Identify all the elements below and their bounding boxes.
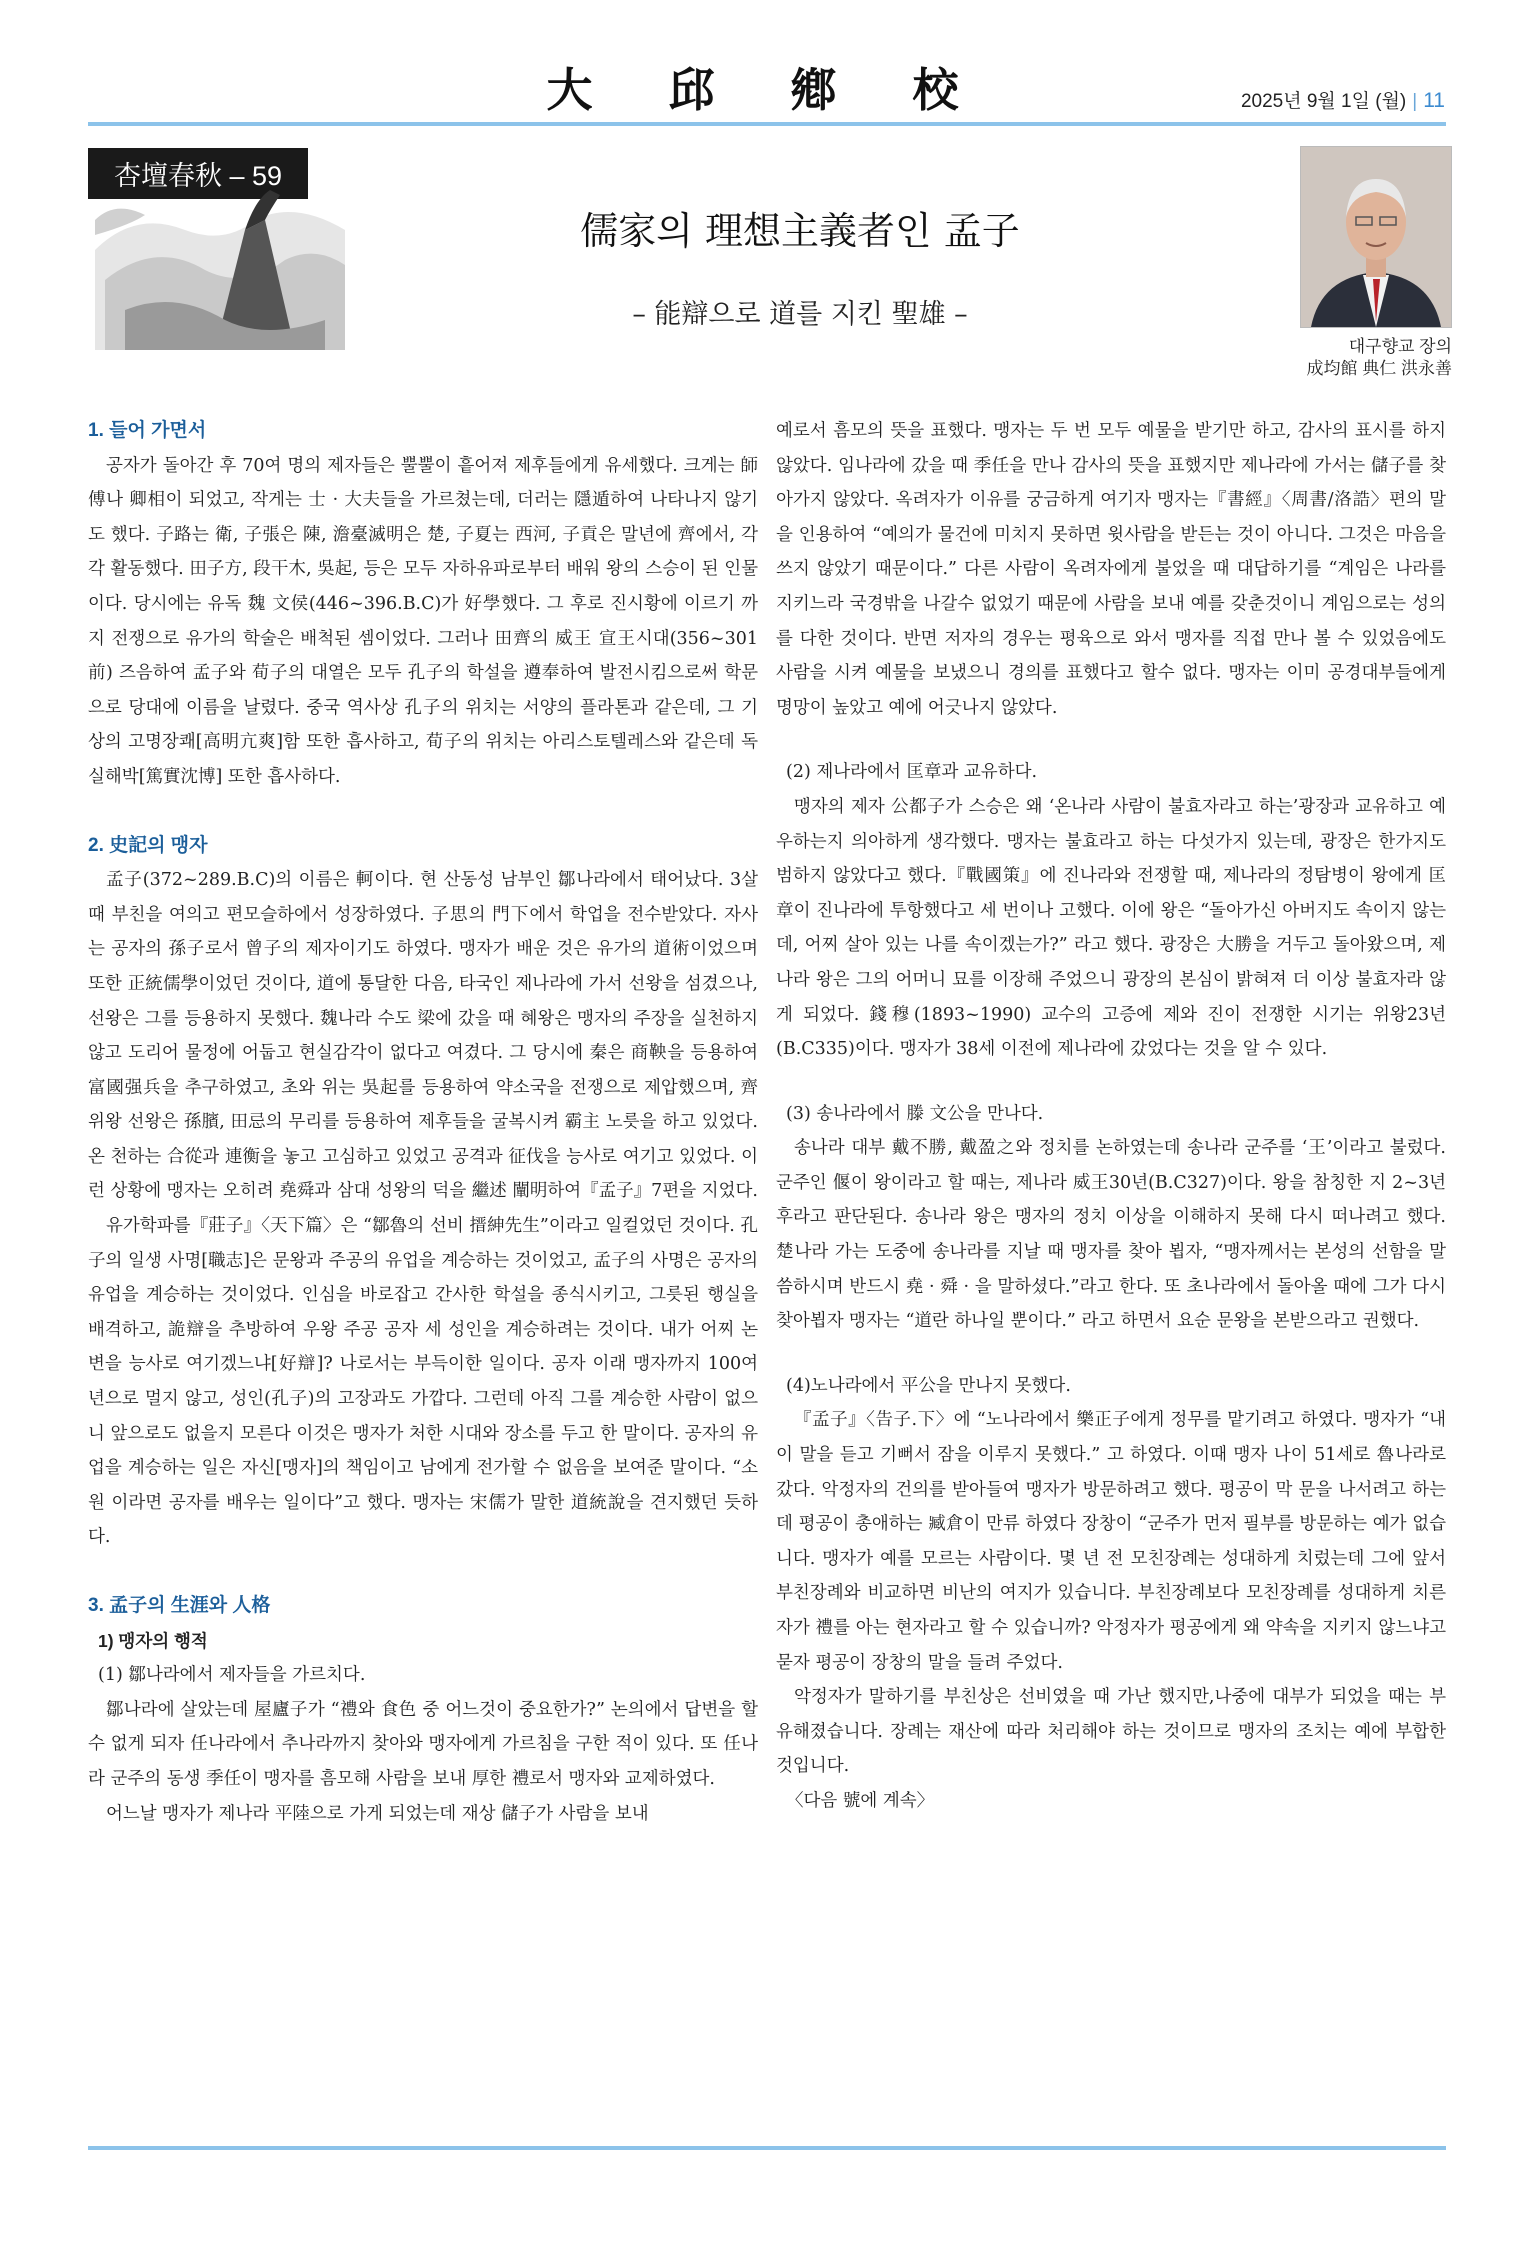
article-title: 儒家의 理想主義者인 孟子 [580,209,1020,253]
issue-info: 2025년 9월 1일 (월) | 11 [1240,89,1445,112]
right-column [776,414,1446,1819]
section-heading-3: 3. 孟子의 生涯와 人格 [88,1595,271,1616]
top-rule [88,122,1446,126]
item-heading: (4)노나라에서 平公을 만나지 못했다. [786,1375,1071,1396]
paragraph: 공자가 돌아간 후 70여 명의 제자들은 뿔뿔이 흩어져 제후들에게 유세했다. 크게는 師傅나 卿相이 되었고, 작게는 士 · 大夫들을 가르쳤는데, 더러는 隱遁하여 나타나지 않기도 했다. 子路는 衛, 子張은 陳, 澹臺滅明은 楚, 子夏는 西河, 子貢은 말년에 齊에서, 각각 활동했다. 田子方, 段干木, 吳起, 등은 모두 자하유파로부터 배워 왕의 스승이 된 인물이다. 당시에는 유독 魏 文侯(446~396.B.C)가 好學했다. 그 후로 진시황에 이르기 까지 전쟁으로 유가의 학술은 배척된 셈이었다. 그러나 田齊의 威王 宣王시대(356~301前) 즈음하여 孟子와 荀子의 대열은 모두 孔子의 학설을 遵奉하여 발전시킴으로써 학문으로 당대에 이름을 날렸다. 중국 역사상 孔子의 위치는 서양의 플라톤과 같은데, 그 기상의 고명장쾌[高明亢爽]함 또한 흡사하고, 荀子의 위치는 아리스토텔레스와 같은데 독실해박[篤實沈博] 또한 흡사하다. [88,455,758,787]
item-heading: (3) 송나라에서 滕 文公을 만나다. [786,1103,1044,1124]
item-heading: (1) 鄒나라에서 제자들을 가르치다. [98,1665,366,1686]
ink-landscape-image [95,190,345,350]
issue-date: 2025년 9월 1일 (월) [1240,91,1407,112]
bottom-rule [88,2146,1446,2150]
paragraph: 鄒나라에 살았는데 屋廬子가 “禮와 食色 중 어느것이 중요한가?” 논의에서 답변을 할 수 없게 되자 任나라에서 추나라까지 찾아와 맹자에게 가르침을 구한 적이 있다. 또 任나라 군주의 동생 季任이 맹자를 흠모해 사람을 보내 厚한 禮로서 맹자와 교제하였다. [88,1699,758,1789]
author-name: 成均館 典仁 洪永善 [1306,359,1452,378]
paragraph: 악정자가 말하기를 부친상은 선비였을 때 가난 했지만,나중에 대부가 되었을 때는 부유해졌습니다. 장례는 재산에 따라 처리해야 하는 것이므로 맹자의 조치는 예에 부합한 것입니다. [776,1687,1446,1777]
left-column [88,414,758,1831]
paragraph: 어느날 맹자가 제나라 平陸으로 가게 되었는데 재상 儲子가 사람을 보내 [106,1803,649,1824]
paragraph: 유가학파를『莊子』〈天下篇〉은 “鄒魯의 선비 搢紳先生”이라고 일컬었던 것이다. 孔子의 일생 사명[職志]은 문왕과 주공의 유업을 계승하는 것이었고, 孟子의 사명은 공자의 유업을 계승하는 것이었다. 인심을 바로잡고 간사한 학설을 종식시키고, 그릇된 행실을 배격하고, 詭辯을 추방하여 우왕 주공 공자 세 성인을 계승하려는 것이다. 내가 어찌 논변을 능사로 여기겠느냐[好辯]? 나로서는 부득이한 일이다. 공자 이래 맹자까지 100여 년으로 멀지 않고, 성인(孔子)의 고장과도 가깝다. 그런데 아직 그를 계승한 사람이 없으니 앞으로도 없을지 모른다 이것은 맹자가 처한 시대와 장소를 두고 한 말이다. 공자의 유업을 계승하는 일은 자신[맹자]의 책임이고 남에게 전가할 수 없음을 보여준 말이다. “소원 이라면 공자를 배우는 일이다”고 했다. 맹자는 宋儒가 말한 道統說을 견지했던 듯하다. [88,1216,758,1548]
paragraph: 『孟子』〈告子.下〉에 “노나라에서 樂正子에게 정무를 맡기려고 하였다. 맹자가 “내 이 말을 듣고 기뻐서 잠을 이루지 못했다.” 고 하였다. 이때 맹자 나이 51세로 魯나라로 갔다. 악정자의 건의를 받아들여 맹자가 방문하려고 했다. 평공이 막 문을 나서려고 하는데 평공이 총애하는 臧倉이 만류 하였다 장창이 “군주가 먼저 필부를 방문하는 예가 없습니다. 맹자가 예를 모르는 사람이다. 몇 년 전 모친장례는 성대하게 치렀는데 그에 앞서 부친장례와 비교하면 비난의 여지가 있습니다. 부친장례보다 모친장례를 성대하게 치른 자가 禮를 아는 현자라고 할 수 있습니까? 악정자가 평공에게 왜 약속을 지키지 않느냐고 묻자 평공이 장창의 말을 들려 주었다. [776,1410,1446,1673]
author-caption [1240,336,1452,380]
author-photo [1300,146,1452,328]
paragraph: 맹자의 제자 公都子가 스승은 왜 ‘온나라 사람이 불효자라고 하는’광장과 교유하고 예우하는지 의아하게 생각했다. 맹자는 불효라고 하는 다섯가지 있는데, 광장은 한가지도 범하지 않았다고 했다.『戰國策』에 진나라와 전쟁할 때, 제나라의 정탐병이 왕에게 匡章이 진나라에 투항했다고 세 번이나 고했다. 이에 왕은 “돌아가신 아버지도 속이지 않는데, 어찌 살아 있는 나를 속이겠는가?” 라고 했다. 광장은 大勝을 거두고 돌아왔으며, 제나라 왕은 그의 어머니 묘를 이장해 주었으니 광장의 본심이 밝혀져 더 이상 불효자라 않게 되었다. 錢穆(1893~1990) 교수의 고증에 제와 진이 전쟁한 시기는 위왕23년(B.C335)이다. 맹자가 38세 이전에 제나라에 갔었다는 것을 알 수 있다. [776,796,1446,1060]
masthead-title: 大 邱 鄕 校 [546,63,989,117]
continued-note: 〈다음 號에 계속〉 [786,1790,935,1811]
article-subtitle: – 能辯으로 道를 지킨 聖雄 – [632,299,968,330]
subsection-heading: 1) 맹자의 행적 [98,1630,208,1651]
paragraph: 예로서 흠모의 뜻을 표했다. 맹자는 두 번 모두 예물을 받기만 하고, 감사의 표시를 하지 않았다. 임나라에 갔을 때 季任을 만나 감사의 뜻을 표했지만 제나라에 가서는 儲子를 찾아가지 않았다. 옥려자가 이유를 궁금하게 여기자 맹자는『書經』〈周書/洛誥〉편의 말을 인용하여 “예의가 물건에 미치지 못하면 윗사람을 받든는 것이 아니다. 그것은 마음을 쓰지 않았기 때문이다.” 다른 사람이 옥려자에게 불었을 때 대답하기를 “계임은 나라를 지키느라 국경밖을 나갈수 없었기 때문에 사람을 보내 예를 갖춘것이니 계임으로는 성의를 다한 것이다. 반면 저자의 경우는 평육으로 와서 맹자를 직접 만나 볼 수 있었음에도 사람을 시켜 예물을 보냈으니 경의를 표했다고 할수 없다. 맹자는 이미 공경대부들에게 명망이 높았고 예에 어긋나지 않았다. [776,421,1446,718]
section-heading-2: 2. 史記의 맹자 [88,834,208,856]
paragraph: 송나라 대부 戴不勝, 戴盈之와 정치를 논하였는데 송나라 군주를 ‘王’이라고 불렀다. 군주인 偃이 왕이라고 할 때는, 제나라 威王30년(B.C327)이다. 왕을 참칭한 지 2~3년 후라고 판단된다. 송나라 왕은 맹자의 정치 이상을 이해하지 못해 다시 떠나려고 했다. 楚나라 가는 도중에 송나라를 지날 때 맹자를 찾아 뵙자, “맹자께서는 본성의 선함을 말씀하시며 반드시 堯 · 舜 · 을 말하셨다.”라고 한다. 또 초나라에서 돌아올 때에 그가 다시 찾아뵙자 맹자는 “道란 하나일 뿐이다.” 라고 하면서 요순 문왕을 본받으라고 권했다. [776,1138,1446,1332]
series-label: 杏壇春秋 – 59 [88,148,308,199]
author-role: 대구향교 장의 [1348,337,1452,356]
page-number: 11 [1423,89,1445,112]
section-heading-1: 1. 들어 가면서 [88,420,207,441]
item-heading: (2) 제나라에서 匡章과 교유하다. [786,762,1038,783]
paragraph: 孟子(372~289.B.C)의 이름은 軻이다. 현 산동성 남부인 鄒나라에서 태어났다. 3살 때 부친을 여의고 편모슬하에서 성장하였다. 子思의 門下에서 학업을 전수받았다. 자사는 공자의 孫子로서 曾子의 제자이기도 하였다. 맹자가 배운 것은 유가의 道術이었으며 또한 正統儒學이었던 것이다, 道에 통달한 다음, 타국인 제나라에 가서 선왕을 섬겼으나, 선왕은 그를 등용하지 못했다. 魏나라 수도 梁에 갔을 때 혜왕은 맹자의 주장을 실천하지 않고 도리어 물정에 어둡고 현실감각이 없다고 여겼다. 그 당시에 秦은 商鞅을 등용하여 富國强兵을 추구하였고, 초와 위는 吳起를 등용하여 약소국을 전쟁으로 제압했으며, 齊 위왕 선왕은 孫臏, 田忌의 무리를 등용하여 제후들을 굴복시켜 霸主 노릇을 하고 있었다. 온 천하는 合從과 連衡을 놓고 고심하고 있었고 공격과 征伐을 능사로 여기고 있었다. 이런 상황에 맹자는 오히려 堯舜과 삼대 성왕의 덕을 繼述 闡明하여『孟子』7편을 지었다. [88,870,758,1202]
